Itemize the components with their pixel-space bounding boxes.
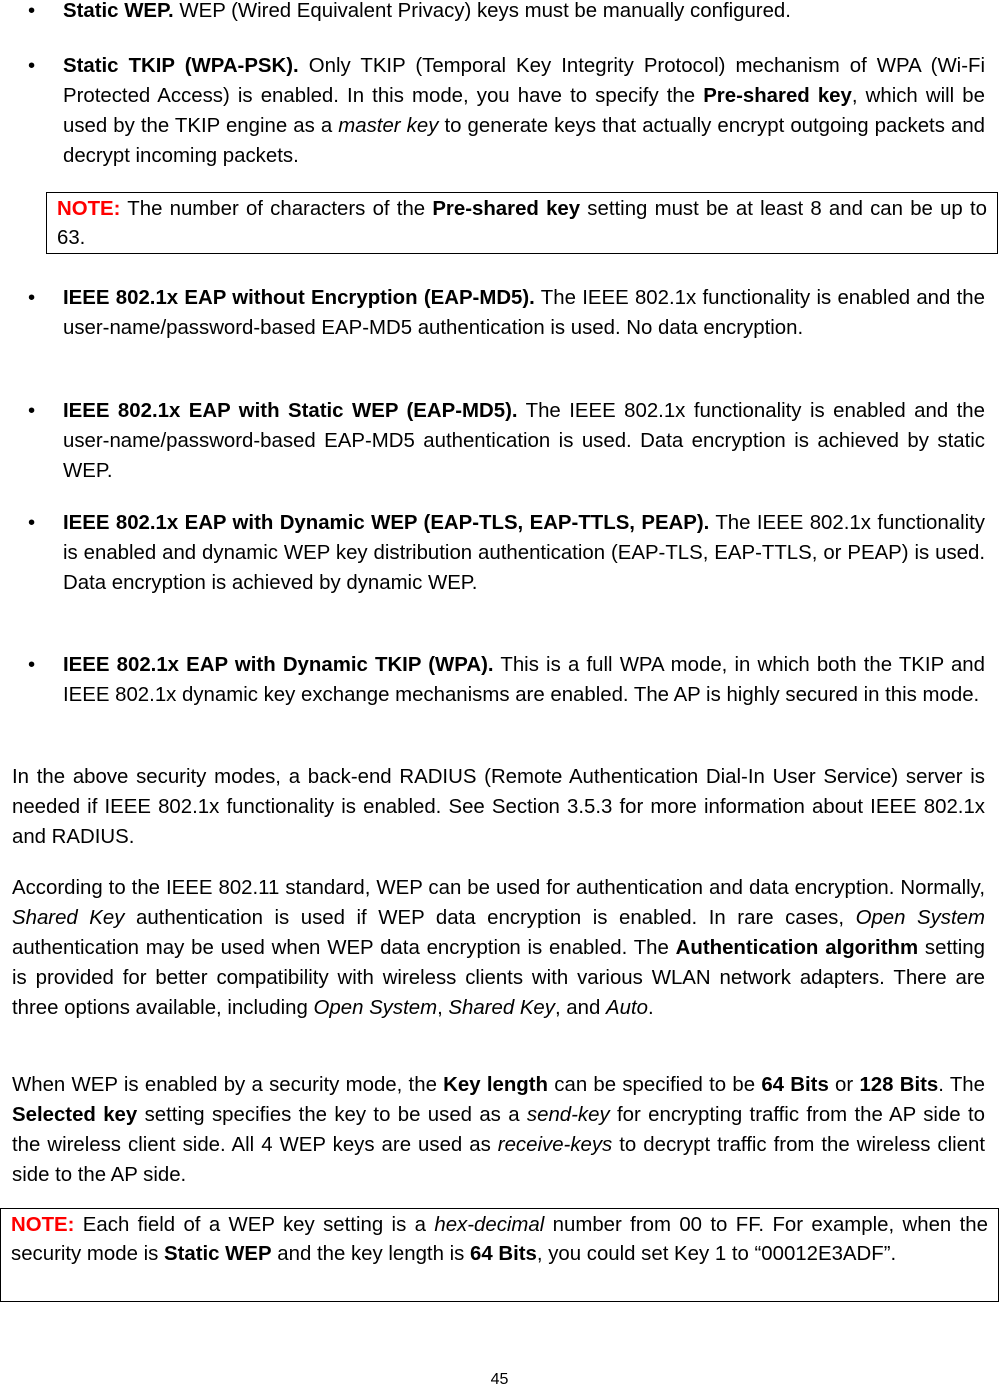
bullet-dot: • [28,287,36,309]
bullet-dynamic-wep: • IEEE 802.1x EAP with Dynamic WEP (EAP-TLS, EAP-TTLS, PEAP). The IEEE 802.1x functionality is enabled and dynamic WEP key distribution authentication (EAP-TLS, EAP-TTLS, or PEAP) is used. Data encryption is achieved by dynamic WEP. [28,508,985,598]
note-pre-shared-key: NOTE: The number of characters of the Pre-shared key setting must be at least 8 and can be up to 63. [46,192,998,254]
bullet-static-wep [28,0,985,26]
bullet-dot: • [28,654,36,676]
bullet-dot: • [28,0,36,22]
term-static-tkip: Static TKIP (WPA-PSK). [63,55,299,77]
bullet-dynamic-tkip: • IEEE 802.1x EAP with Dynamic TKIP (WPA). This is a full WPA mode, in which both the TKIP and IEEE 802.1x dynamic key exchange mechanisms are enabled. The AP is highly secured in this mode. [28,650,985,710]
note-label: NOTE: [57,198,121,220]
bullet-static-tkip: • Static TKIP (WPA-PSK). Only TKIP (Temporal Key Integrity Protocol) mechanism of WPA (Wi-Fi Protected Access) is enabled. In this mode, you have to specify the Pre-shared key, which will be used by the TKIP engine as a master key to generate keys that actually encrypt outgoing packets and decrypt incoming packets. [28,51,985,171]
page-number: 45 [490,1371,509,1388]
bullet-dot: • [28,400,36,422]
desc-static-wep: WEP (Wired Equivalent Privacy) keys must be manually configured. [173,0,791,22]
bullet-dot: • [28,512,36,534]
note-hex-key: NOTE: Each field of a WEP key setting is a hex-decimal number from 00 to FF. For example, when the security mode is Static WEP and the key length is 64 Bits, you could set Key 1 to “00012E3ADF”. [0,1208,999,1302]
paragraph-authentication: According to the IEEE 802.11 standard, WEP can be used for authentication and data encryption. Normally, Shared Key authentication is used if WEP data encryption is enabled. In rare cases, Open System authentication may be used when WEP data encryption is enabled. The Authentication algorithm setting is provided for better compatibility with wireless clients with various WLAN network adapters. There are three options available, including Open System, Shared Key, and Auto. [12,877,985,1019]
term-static-wep: Static WEP. [63,0,174,22]
term-pre-shared-key: Pre-shared key [703,85,852,107]
bullet-eap-md5-static-wep: • IEEE 802.1x EAP with Static WEP (EAP-MD5). The IEEE 802.1x functionality is enabled and the user-name/password-based EAP-MD5 authentication is used. Data encryption is achieved by static WEP. [28,396,985,486]
paragraph-radius: In the above security modes, a back-end RADIUS (Remote Authentication Dial-In User Service) server is needed if IEEE 802.1x functionality is enabled. See Section 3.5.3 for more information about IEEE 802.1x and RADIUS. [12,766,985,848]
term-master-key: master key [338,115,439,137]
bullet-dot: • [28,55,36,77]
paragraph-key-length: When WEP is enabled by a security mode, the Key length can be specified to be 64 Bits or 128 Bits. The Selected key setting specifies the key to be used as a send-key for encrypting traffic from the AP side to the wireless client side. All 4 WEP keys are used as receive-keys to decrypt traffic from the wireless client side to the AP side. [12,1074,985,1186]
note-label: NOTE: [11,1214,75,1236]
bullet-eap-md5-no-encryption: • IEEE 802.1x EAP without Encryption (EAP-MD5). The IEEE 802.1x functionality is enabled and the user-name/password-based EAP-MD5 authentication is used. No data encryption. [28,283,985,343]
